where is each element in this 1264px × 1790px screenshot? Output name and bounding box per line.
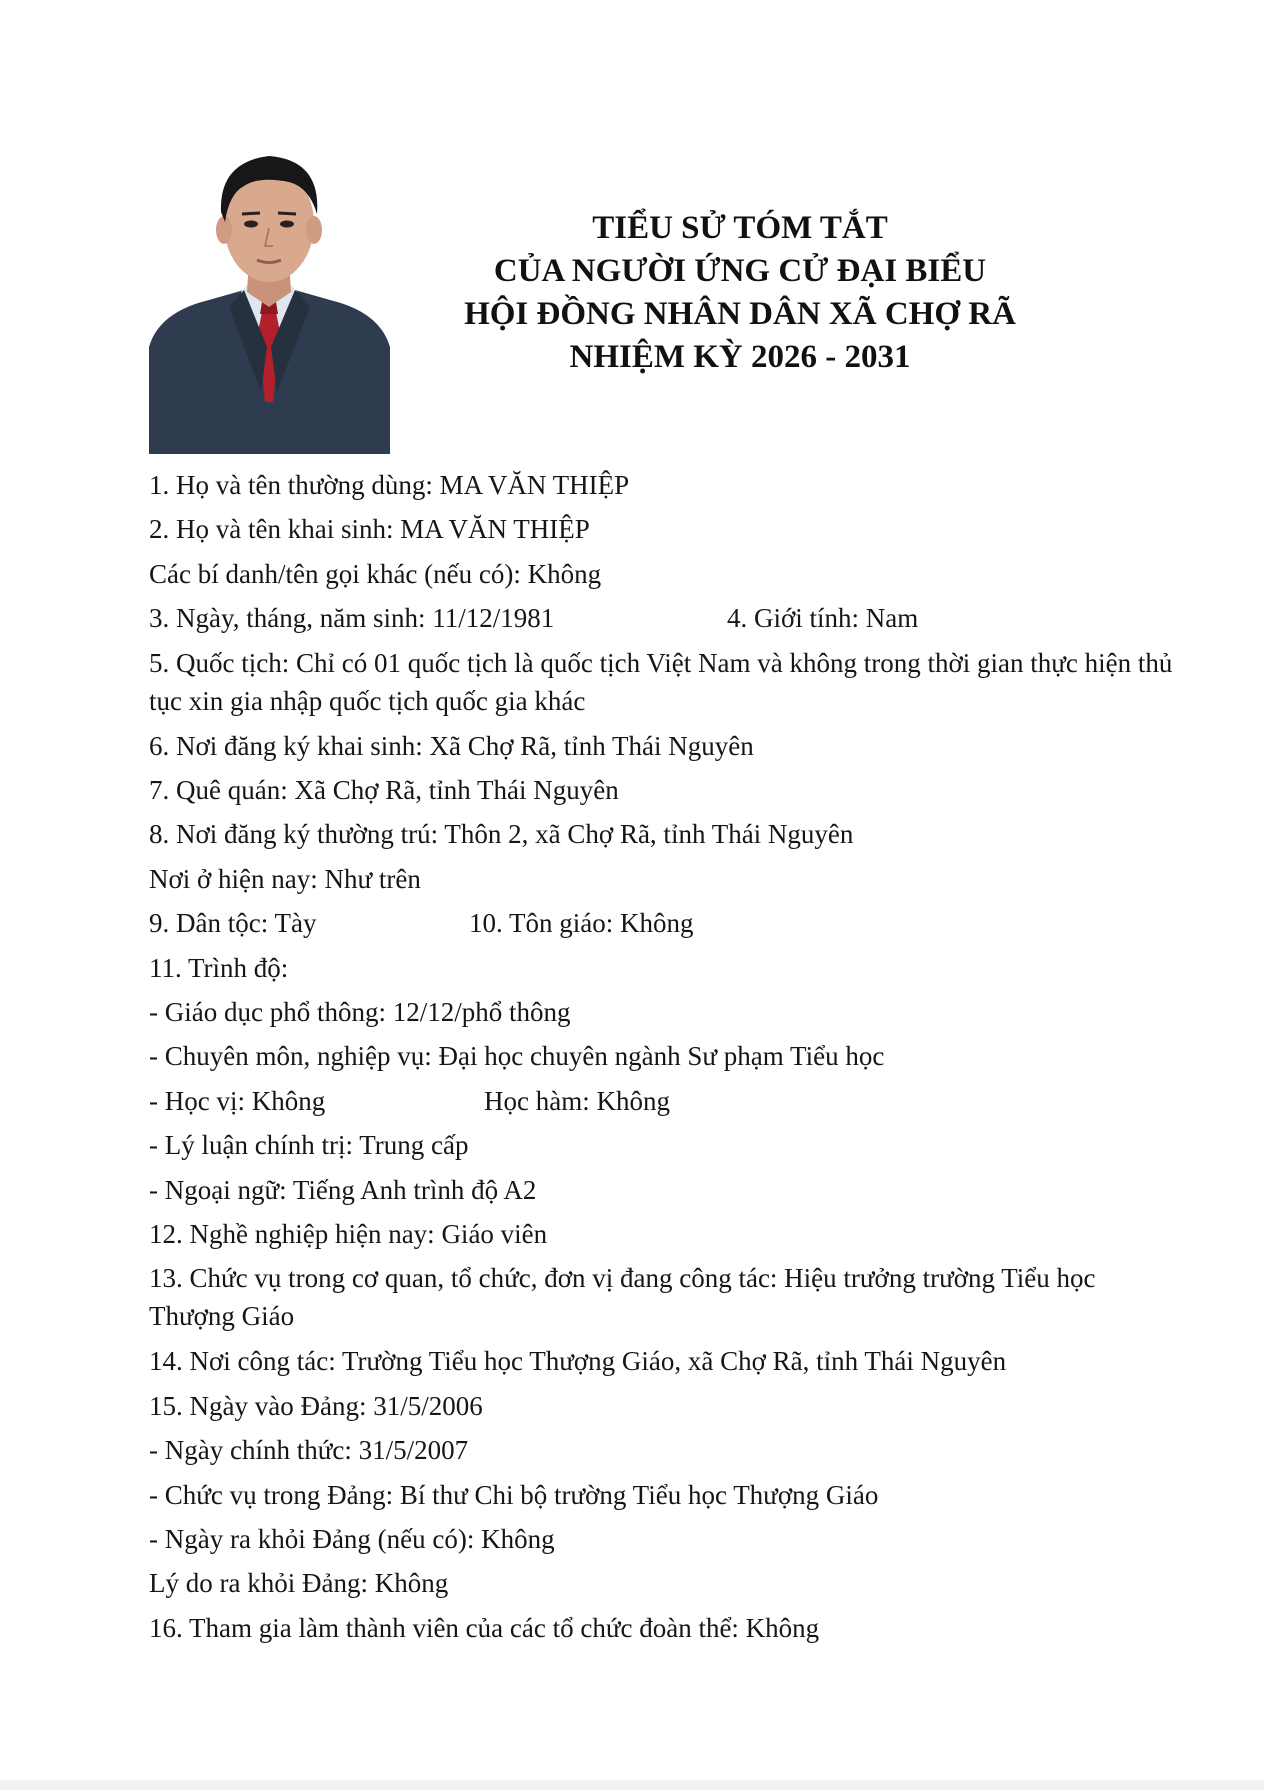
party-exit-date: - Ngày ra khỏi Đảng (nếu có): Không [149, 1524, 555, 1555]
biography-content [149, 463, 1179, 1650]
title-line-2: CỦA NGƯỜI ỨNG CỬ ĐẠI BIỂU [493, 253, 987, 289]
document-title [420, 207, 1060, 379]
religion: 10. Tôn giáo: Không [469, 908, 694, 939]
birth-date: 3. Ngày, tháng, năm sinh: 11/12/1981 [149, 603, 555, 634]
gender: 4. Giới tính: Nam [727, 603, 919, 634]
foreign-language: - Ngoại ngữ: Tiếng Anh trình độ A2 [149, 1174, 537, 1205]
political-theory: - Lý luận chính trị: Trung cấp [149, 1130, 469, 1161]
current-occupation: 12. Nghề nghiệp hiện nay: Giáo viên [149, 1219, 548, 1250]
professional-qualification: - Chuyên môn, nghiệp vụ: Đại học chuyên ngành Sư phạm Tiểu học [149, 1041, 885, 1072]
birth-registration-place: 6. Nơi đăng ký khai sinh: Xã Chợ Rã, tỉnh Thái Nguyên [149, 730, 754, 761]
general-education: - Giáo dục phổ thông: 12/12/phổ thông [149, 997, 571, 1028]
hometown: 7. Quê quán: Xã Chợ Rã, tỉnh Thái Nguyên [149, 775, 619, 806]
current-position: 13. Chức vụ trong cơ quan, tổ chức, đơn vị đang công tác: Hiệu trưởng trường Tiểu học Thượng Giáo [149, 1263, 1096, 1332]
birth-name: 2. Họ và tên khai sinh: MA VĂN THIỆP [149, 514, 590, 545]
organization-membership: 16. Tham gia làm thành viên của các tổ chức đoàn thể: Không [149, 1612, 820, 1643]
ethnicity-religion-row [149, 901, 1179, 945]
portrait-photo-icon [149, 142, 390, 454]
page-bottom-edge [0, 1780, 1264, 1790]
ethnicity: 9. Dân tộc: Tày [149, 908, 317, 939]
party-admission-date: 15. Ngày vào Đảng: 31/5/2006 [149, 1390, 483, 1421]
degree-title-row [149, 1079, 1179, 1123]
party-official-date: - Ngày chính thức: 31/5/2007 [149, 1435, 469, 1466]
common-name: 1. Họ và tên thường dùng: MA VĂN THIỆP [149, 470, 630, 500]
party-exit-reason: Lý do ra khỏi Đảng: Không [149, 1568, 449, 1599]
aliases: Các bí danh/tên gọi khác (nếu có): Không [149, 558, 602, 589]
title-line-4: NHIỆM KỲ 2026 - 2031 [569, 339, 911, 375]
academic-degree: - Học vị: Không [149, 1085, 326, 1116]
nationality: 5. Quốc tịch: Chỉ có 01 quốc tịch là quốc tịch Việt Nam và không trong thời gian thực hiện thủ tục xin gia nhập quốc tịch quốc gia khác [149, 647, 1173, 716]
candidate-photo [149, 142, 390, 454]
qualification-heading: 11. Trình độ: [149, 952, 289, 983]
birthdate-gender-row [149, 596, 1179, 640]
workplace: 14. Nơi công tác: Trường Tiểu học Thượng Giáo, xã Chợ Rã, tỉnh Thái Nguyên [149, 1346, 1007, 1377]
academic-title: Học hàm: Không [484, 1085, 670, 1116]
title-line-1: TIỂU SỬ TÓM TẮT [592, 210, 888, 246]
party-position: - Chức vụ trong Đảng: Bí thư Chi bộ trường Tiểu học Thượng Giáo [149, 1479, 879, 1510]
permanent-residence: 8. Nơi đăng ký thường trú: Thôn 2, xã Chợ Rã, tỉnh Thái Nguyên [149, 819, 854, 850]
current-residence: Nơi ở hiện nay: Như trên [149, 863, 421, 894]
title-line-3: HỘI ĐỒNG NHÂN DÂN XÃ CHỢ RÃ [464, 296, 1016, 332]
